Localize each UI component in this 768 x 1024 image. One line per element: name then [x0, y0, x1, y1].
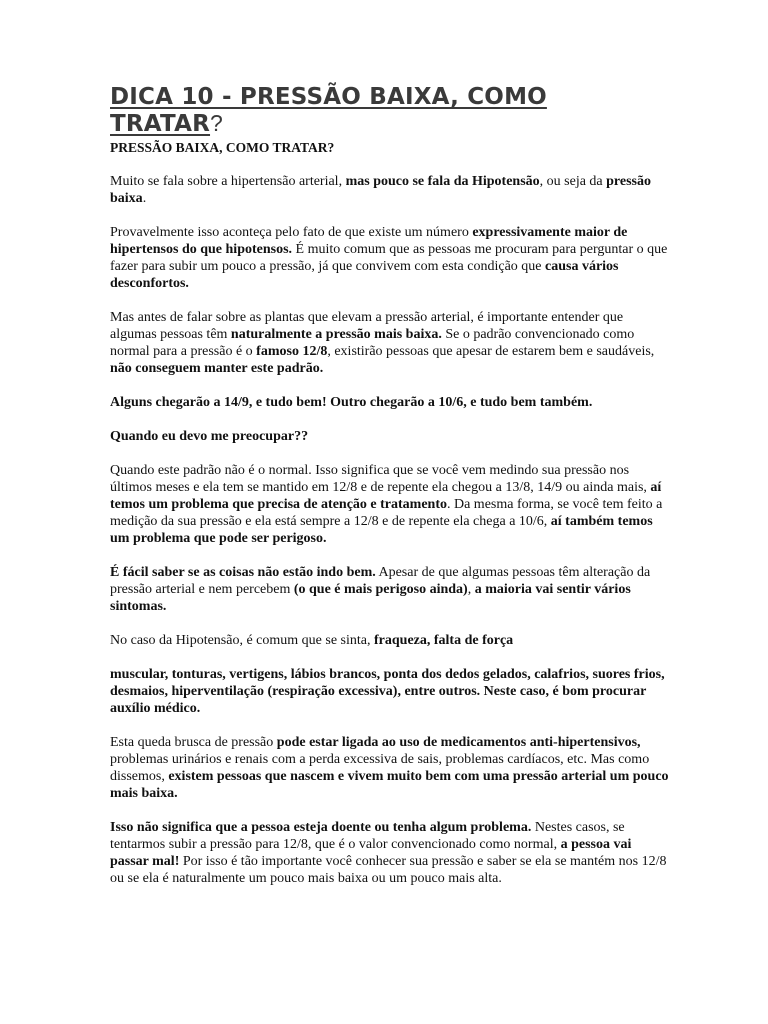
bold-run: fraqueza, falta de força — [374, 633, 514, 648]
text-run: . — [142, 191, 147, 206]
paragraph — [110, 173, 670, 207]
paragraph — [110, 394, 670, 411]
bold-run: mas pouco se fala da Hipotensão — [345, 174, 540, 189]
paragraph-list — [110, 173, 670, 887]
text-run: . Da mesma forma, se você tem feito a medição da sua pressão e ela está sempre a 12/8 e de repente ela chega a 10/6, — [110, 497, 663, 529]
bold-run: não conseguem manter este padrão. — [110, 361, 324, 376]
text-run: Mas antes de falar sobre as plantas que elevam a pressão arterial, é importante entender que algumas pessoas têm — [110, 310, 624, 342]
text-run: Muito se fala sobre a hipertensão arterial, — [110, 174, 346, 189]
document-body — [110, 84, 670, 904]
text-run: Se o padrão convencionado como normal para a pressão é o — [110, 327, 635, 359]
bold-run: Alguns chegarão a 14/9, e tudo bem! Outro chegarão a 10/6, e tudo bem também. — [110, 395, 593, 410]
title-line-1: DICA 10 - PRESSÃO BAIXA, COMO — [110, 84, 547, 110]
bold-run: existem pessoas que nascem e vivem muito bem com uma pressão arterial um pouco mais baixa. — [110, 769, 669, 801]
bold-run: Isso não significa que a pessoa esteja doente ou tenha algum problema. — [110, 820, 532, 835]
text-run: , — [467, 582, 475, 597]
paragraph — [110, 224, 670, 292]
paragraph — [110, 428, 670, 445]
paragraph — [110, 734, 670, 802]
text-run: , ou seja da — [539, 174, 607, 189]
paragraph — [110, 309, 670, 377]
bold-run: aí também temos um problema que pode ser perigoso. — [110, 514, 653, 546]
bold-run: muscular, tonturas, vertigens, lábios brancos, ponta dos dedos gelados, calafrios, suores frios, desmaios, hiperventilação (respiração excessiva), entre outros. Neste caso, é bom procurar auxílio médico. — [110, 667, 665, 716]
title-line-2: TRATAR — [110, 111, 211, 137]
paragraph — [110, 564, 670, 615]
bold-run: aí temos um problema que precisa de atenção e tratamento — [110, 480, 662, 512]
text-run: , existirão pessoas que apesar de estarem bem e saudáveis, — [327, 344, 655, 359]
title-question-mark: ? — [210, 110, 224, 136]
text-run: Provavelmente isso aconteça pelo fato de que existe um número — [110, 225, 473, 240]
bold-run: É fácil saber se as coisas não estão indo bem. — [110, 565, 376, 580]
bold-run: a pessoa vai passar mal! — [110, 837, 632, 869]
bold-run: expressivamente maior de hipertensos do que hipotensos. — [110, 225, 628, 257]
bold-run: a maioria vai sentir vários sintomas. — [110, 582, 631, 614]
text-run: Por isso é tão importante você conhecer sua pressão e saber se ela se mantém nos 12/8 ou se ela é naturalmente um pouco mais baixa ou um pouco mais alta. — [110, 854, 667, 886]
paragraph — [110, 819, 670, 887]
bold-run: causa vários desconfortos. — [110, 259, 619, 291]
text-run: É muito comum que as pessoas me procuram para perguntar o que fazer para subir um pouco a pressão, já que convivem com esta condição que — [110, 242, 668, 274]
paragraph — [110, 632, 670, 649]
bold-run: naturalmente a pressão mais baixa. — [230, 327, 442, 342]
bold-run: pode estar ligada ao uso de medicamentos anti-hipertensivos, — [276, 735, 641, 750]
text-run: Nestes casos, se tentarmos subir a pressão para 12/8, que é o valor convencionado como normal, — [110, 820, 625, 852]
page-title — [110, 84, 670, 137]
text-run: Apesar de que algumas pessoas têm alteração da pressão arterial e nem percebem — [110, 565, 651, 597]
paragraph — [110, 462, 670, 547]
subtitle: PRESSÃO BAIXA, COMO TRATAR? — [110, 140, 335, 155]
paragraph — [110, 666, 670, 717]
text-run: No caso da Hipotensão, é comum que se sinta, — [110, 633, 374, 648]
bold-run: (o que é mais perigoso ainda) — [293, 582, 468, 597]
text-run: problemas urinários e renais com a perda excessiva de sais, problemas cardíacos, etc. Mas como dissemos, — [110, 752, 650, 784]
bold-run: famoso 12/8 — [256, 344, 328, 359]
text-run: Esta queda brusca de pressão — [110, 735, 277, 750]
bold-run: pressão baixa — [110, 174, 651, 206]
bold-run: Quando eu devo me preocupar?? — [110, 429, 309, 444]
text-run: Quando este padrão não é o normal. Isso significa que se você vem medindo sua pressão nos últimos meses e ela tem se mantido em 12/8 e de repente ela chegou a 13/8, 14/9 ou ainda mais, — [110, 463, 651, 495]
